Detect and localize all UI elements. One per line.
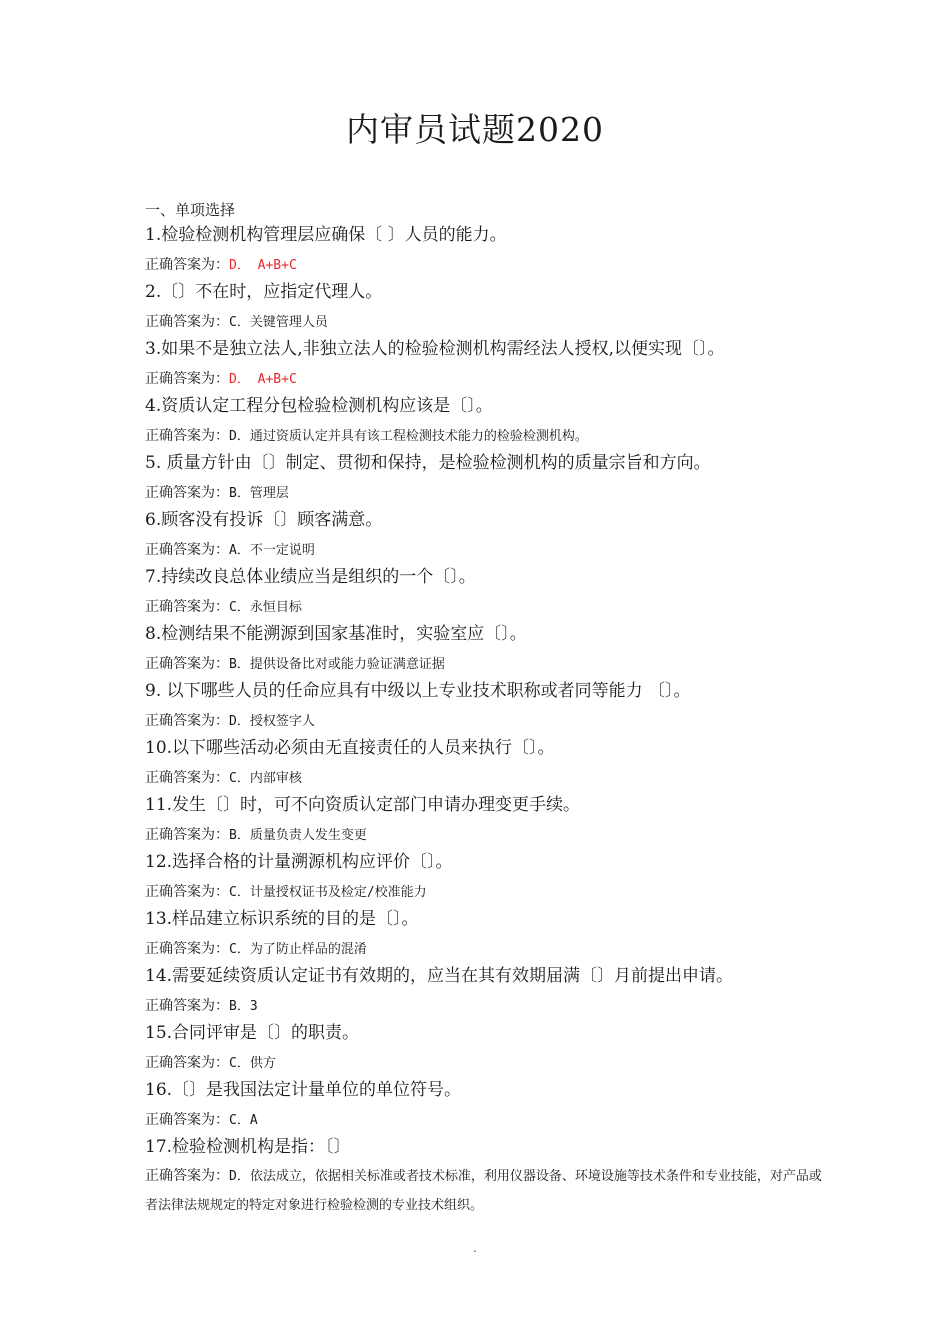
answer-prefix: 正确答案为： [145, 941, 229, 957]
answer-text [145, 369, 297, 390]
answer-text [145, 426, 588, 447]
question-item [145, 450, 825, 507]
page-title: 内审员试题2020 [346, 110, 604, 149]
question-text: 10.以下哪些活动必须由无直接责任的人员来执行〔〕。 [145, 738, 555, 758]
answer-value: B．3 [229, 999, 258, 1014]
answer-value: D． A+B+C [229, 258, 297, 273]
answer-prefix: 正确答案为： [145, 770, 229, 786]
answer-text [145, 483, 289, 504]
question-item [145, 222, 825, 279]
question-text: 14.需要延续资质认定证书有效期的，应当在其有效期届满〔〕月前提出申请。 [145, 966, 734, 986]
footer-mark: . [473, 1241, 477, 1255]
question-text: 17.检验检测机构是指：〔〕 [145, 1137, 351, 1157]
answer-text [145, 1053, 276, 1074]
answer-prefix: 正确答案为： [145, 1055, 229, 1071]
answer-text [145, 1162, 825, 1220]
answer-prefix: 正确答案为： [145, 656, 229, 672]
question-text: 5. 质量方针由〔〕制定、贯彻和保持，是检验检测机构的质量宗旨和方向。 [145, 453, 711, 473]
question-item [145, 393, 825, 450]
answer-prefix: 正确答案为： [145, 371, 229, 387]
question-text: 2.〔〕不在时，应指定代理人。 [145, 282, 383, 302]
question-text: 3.如果不是独立法人,非独立法人的检验检测机构需经法人授权,以便实现〔〕。 [145, 339, 725, 359]
answer-prefix: 正确答案为： [145, 827, 229, 843]
question-text: 4.资质认定工程分包检验检测机构应该是〔〕。 [145, 396, 493, 416]
answer-value: C．为了防止样品的混淆 [229, 942, 367, 957]
answer-value: D．通过资质认定并具有该工程检测技术能力的检验检测机构。 [229, 429, 588, 444]
answer-text [145, 312, 328, 333]
answer-value: B．管理层 [229, 486, 289, 501]
answer-text [145, 597, 302, 618]
question-item [145, 279, 825, 336]
answer-value: B．质量负责人发生变更 [229, 828, 367, 843]
question-item [145, 678, 825, 735]
answer-prefix: 正确答案为： [145, 542, 229, 558]
answer-text [145, 939, 367, 960]
answer-value: D．依法成立，依据相关标准或者技术标准，利用仪器设备、环境设施等技术条件和专业技能，对产品或者法律法规规定的特定对象进行检验检测的专业技术组织。 [145, 1169, 822, 1213]
question-list [145, 222, 825, 1224]
question-item [145, 735, 825, 792]
question-text: 13.样品建立标识系统的目的是〔〕。 [145, 909, 419, 929]
question-item [145, 792, 825, 849]
answer-text [145, 540, 315, 561]
answer-value: C．内部审核 [229, 771, 302, 786]
answer-prefix: 正确答案为： [145, 998, 229, 1014]
answer-prefix: 正确答案为： [145, 428, 229, 444]
answer-prefix: 正确答案为： [145, 1168, 229, 1184]
answer-value: D． A+B+C [229, 372, 297, 387]
answer-text [145, 654, 445, 675]
question-item [145, 507, 825, 564]
question-item [145, 849, 825, 906]
answer-text [145, 996, 258, 1017]
answer-value: B．提供设备比对或能力验证满意证据 [229, 657, 445, 672]
answer-prefix: 正确答案为： [145, 485, 229, 501]
answer-value: C．永恒目标 [229, 600, 302, 615]
answer-prefix: 正确答案为： [145, 257, 229, 273]
answer-text [145, 1110, 258, 1131]
question-item [145, 621, 825, 678]
question-item [145, 1020, 825, 1077]
section-heading: 一、单项选择 [145, 201, 236, 219]
answer-text [145, 882, 427, 903]
question-text: 7.持续改良总体业绩应当是组织的一个〔〕。 [145, 567, 476, 587]
question-item [145, 1077, 825, 1134]
question-text: 15.合同评审是〔〕的职责。 [145, 1023, 360, 1043]
answer-prefix: 正确答案为： [145, 314, 229, 330]
answer-prefix: 正确答案为： [145, 713, 229, 729]
answer-value: C．A [229, 1113, 258, 1128]
answer-value: D．授权签字人 [229, 714, 315, 729]
question-item [145, 906, 825, 963]
question-text: 1.检验检测机构管理层应确保〔 〕人员的能力。 [145, 225, 507, 245]
question-item [145, 963, 825, 1020]
answer-prefix: 正确答案为： [145, 599, 229, 615]
answer-value: C．关键管理人员 [229, 315, 328, 330]
answer-prefix: 正确答案为： [145, 884, 229, 900]
question-text: 12.选择合格的计量溯源机构应评价〔〕。 [145, 852, 453, 872]
answer-value: C．供方 [229, 1056, 276, 1071]
question-text: 9. 以下哪些人员的任命应具有中级以上专业技术职称或者同等能力 〔〕。 [145, 681, 691, 701]
question-item [145, 564, 825, 621]
question-text: 8.检测结果不能溯源到国家基准时，实验室应〔〕。 [145, 624, 527, 644]
question-text: 11.发生〔〕时，可不向资质认定部门申请办理变更手续。 [145, 795, 581, 815]
question-text: 6.顾客没有投诉〔〕顾客满意。 [145, 510, 383, 530]
answer-value: A．不一定说明 [229, 543, 315, 558]
answer-text [145, 711, 315, 732]
answer-value: C．计量授权证书及检定/校准能力 [229, 885, 427, 900]
question-text: 16.〔〕是我国法定计量单位的单位符号。 [145, 1080, 462, 1100]
answer-text [145, 768, 302, 789]
answer-prefix: 正确答案为： [145, 1112, 229, 1128]
question-item [145, 336, 825, 393]
answer-text [145, 255, 297, 276]
question-item [145, 1134, 825, 1224]
answer-text [145, 825, 367, 846]
